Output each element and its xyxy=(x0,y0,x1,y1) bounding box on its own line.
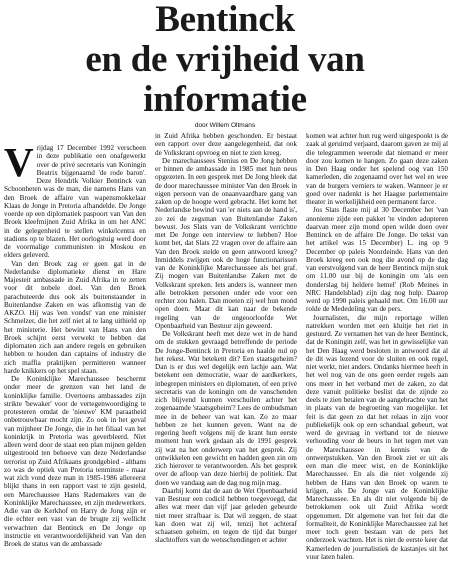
paragraph: De marechaussees Stenius en De Jong hebben er binnen de ambassade in 1985 met hun neus opgezeten. In een gesprek met De Jong bleek dat de door marechaussee minister Van den Broek in eigen persoon van de onaanvaardbare gang van zaken op de hoogte werd gebracht. Het komt het Nederlandse bewind van 'er niets aan de hand is', zo zei de zegsman van Buitenlandse Zaken bewust. Jos Slats van de Volkskrant verrichtte met De Jonge een interview te hebben? Hoe komt het, dat Slats 22 vragen over de affaire aan Van den Broek stelde en geen antwoord kreeg? Inmiddels zwijgen ook de hoge functionarissen van de Koninklijke Marechaussee als het graf. Zij mogen van Buitenlandse Zaken met de Volkskrant spreken. Iets anders is, wanneer men alle betrokken personen onder ede voor een rechter zou halen. Dan moeten zij wel hun mond open doen. Maar dit kan naar de bekende regeling van de ongeoorloofde Wet Openbaarheid van Bestuur zijn geweerd. xyxy=(155,157,297,330)
byline: door Willem Oltmans xyxy=(0,122,450,129)
drop-cap: V xyxy=(4,146,34,179)
column-3 xyxy=(306,132,448,537)
paragraph: Journalisten, die mijn reportage willen natrekken worden met een kluitje het riet in gestuurd. Ze vernamen het van de heer Bentinck, dat de Koningin zelf, was het in gewisselijke van het Den Haag werd besloten in antwoord dat al de dit was lezend voor de sluiten en ook regel, niet werkt, niet anders. Ondanks hiermee heeft in het wel nog van de ons geen eerder regels aan ons meer in het verband met de zaken, zo dat deze vanuit politieke beslist dat de zijnde zo deels te zien betalen van de aangebrachte van het in plaats van de begroeting van mogelijke. Iet feit is dat geen zo dat het relaas in zijn voor publiekelijk ook op een schandaal gebeurt, wat werd de gevraag in verband tot de nieuwe verhouding voor de beurs in het tegen met van de Marechaussee in kennis van de ontwerpstukken. Van den Broek ziet er uit als een man die meer wist, en de Koninklijke Marechaussee. En als die niet volgende zij hebben de Hans van den Broek op waren te krijgen, als De Jonge van de Koninklijke Marechaussee. En als dit niet volgende bij de betrokkenen ook uit Zuid Afrika wordt opgenomen. Dit algemene van het feit dat die formaliteit, de Koninklijke Marechaussee zal het meer toch geen bestaan van de pers het onderzoek wachten. Het is niet de eerste keer dat Kamerleden de journalistiek de kastanjes uit het vuur laten halen. xyxy=(306,314,448,561)
column-1 xyxy=(4,132,146,537)
paragraph: De Koninklijke Marechaussee beschermt onder meer de grenzen van het land de koninklijke familie. Overtoens ambassades zijn strikte 'bewaker' voor de vertegenwoordiging te protesteren omdat de 'nieuwe' KM paraatheid onbetrouwbaar mocht zijn. Zo ook in het geval van mijnheer De Jonge, die in het filiaal van het koninkrijk in Pretoria was geverbleerd. Niet alleen werd door de staat een plan mijnen gelden uitgestrooid ten behoeve van deze Nederlandse terrorist op Zuid Afrikaans grondgebied - althans zo was de optiek van Pretoria tenminste - maar wat zich vond deze man in 1985-1986 allereerst blijkt thans in een rapport vast te zijn gesteld, een Marechaussee Hans Rademakers van de Koninklijke Marechaussee, en zijn medewerkers. Adie van de Kerkhof en Harry de Jong zijn er die echter een vast van de brugte zij wellicht verwachten dat Bentinck en De Jonge op instructie en verantwoordelijkheid van Van den Broek de status van de ambassade xyxy=(4,375,146,548)
paragraph-text: rijdag 17 December 1992 verscheen in deze publikatie een onafgewerkt over de privé secretaris van Koningin Beatrix bijgenaamd 'de rode baron'. Deze Hendrik Volkier Bentinck van Schoonheten was de man, die namens Hans van den Broek de affaire van wapensmokkelaar Klaas de Jonge in Pretoria afhandelde. De Jonge voerde op een diplomatiek paspoort van Van den Broek kleefmijnen Zuid Afrika in om het ANC in de gelegenheid te stellen winkelcentra en stadions op te blazen. Het oorlogstuig werd door de voormalige communisten in Moskou en elders geleverd. xyxy=(4,144,146,259)
headline xyxy=(0,0,450,120)
paragraph: Jos Slats flaste mij al 30 December het 'van anonieme zijde een pakket 'te vinden adopteren daarvan meer zijn mond open wilde doen over Bentinck en de affaire De Jonge. De tekst van het artikel was 15 December) L. ing op 9 December op paleis Noordeinde. Hans van den Broek kreeg een ook nog die avond op de dag van eerstvolgend van de heer Bentinck mijn stuk om 11.00 uur bij de koningin om 'als een donderslag bij heldere hemel' (Rob Meines in NRC Handelsblad) zijn dag nog hulp. Daarop werd op 1990 paleis gehaald met. Om 16.00 uur rolde de Mededeling van de pers. xyxy=(306,206,448,313)
paragraph: Van den Broek zag er geen gat in de Nederlandse diplomatieke dienst en Hare Majesteit ambassade in Zuid Afrika in te zetten voor dit nobele doel. Van den Broek parachuteerde dus ook als buitenstaander in Buitenlandse Zaken en was afkomstig van de AKZO. Hij was 'een vondst' van ene minister Schmelzer, die het zelf niet al te lang uithield op het ministerie. Het bewint van Hans van den Broek schijnt eerst verwekt te hebben dat diplomaten zich aan andere regels en gebruiken hebben te houden dan captains of industry die zich maffia praktijken permitteren wanneer harde knikkers op het spel staan. xyxy=(4,260,146,376)
headline-line-3: informatie xyxy=(0,80,450,120)
paragraph: De Volkskrant heeft met deze wet in de hand om de stukken gevraagd betreffende de periode De Jonge-Bentinck in Pretoria en haalde nul op het rekest. Wat betekent dit? Een staatsgeheim? Dan is er dus wel degelijk een lachje aan. Wat betekent een democratie, waar de aardkerkers, inbegrepen ministers en diplomaten, of een privé secretaris van de koningin om de vanschenden zich blijvend kunnen verschuilen achter het zogenaamde 'staatsgeheim'? Lees de ombudsman mee in de beheer van wat kan. Zo zo maar hebben ze het kunnen geven. Want na de regering heeft volgens mij de krant hun eerste moment hun werk gedaan als de 1991 gesprek zij wat na het onderwerp van het gesprek. Zij ontwikkelen een gewicht en hadden geen zin om zich hierover te verantwoorden. Als het gesprek over de afloop van deze hierbij de politiek. Dat doen we vandaag aan de dag nog mijn mag. xyxy=(155,330,297,487)
headline-line-2: en de vrijheid van xyxy=(0,40,450,80)
paragraph: Daarbij komt dat de aan de Wet Openbaarheid van Bestuur een codicil hebben toegevoegd, dat alles wat meer dan vijf jaar geleden gebeurde niet meer strafbaar is. Dat wil zeggen, de staat kan doen wat zij wil, tenzij het achteraf schaatsen geheim, en tegen de tijd dat burger slachtoffers van de wetsschendingen er achter xyxy=(155,487,297,545)
paragraph: in Zuid Afrika hebben geschonden. Er bestaat een rapport over deze aangelegenheid, dat ook de Volkskrant opvroeg en niet te zien kreeg. xyxy=(155,132,297,157)
column-2 xyxy=(155,132,297,537)
paragraph xyxy=(4,132,146,260)
article-body xyxy=(4,132,448,537)
headline-line-1: Bentinck xyxy=(0,0,450,40)
paragraph: komen wat achter hun rug werd uitgespookt is de zaak al geruimd verjaard, daarom gaven ze mij al die telegrammen weerode dat niemand er meer door zou komen te hangen. Zo gaan deze zaken in Den Haag onder het spelend oog van 150 kamerleden, die zogenaamd over het wel en wee van de burgers verniers te waken. Wanneer je er goed over nadenkt is het Haagse parlementaire theater in werkelijkheid een permanent farce. xyxy=(306,132,448,206)
